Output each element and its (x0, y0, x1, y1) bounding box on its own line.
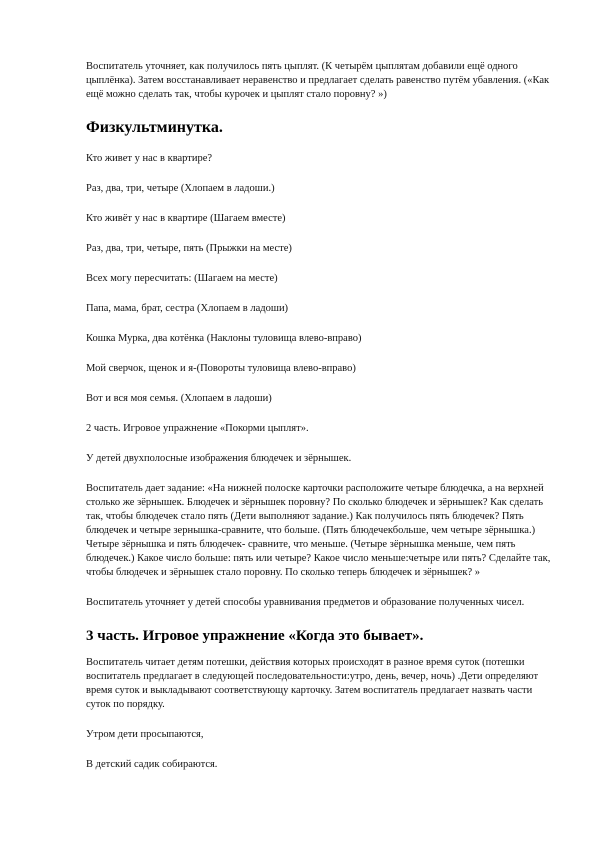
document-page (86, 60, 556, 772)
part2-summary-paragraph: Воспитатель уточняет у детей способы уравнивания предметов и образование полученных чисел. (86, 597, 525, 608)
poem-line: Кошка Мурка, два котёнка (Наклоны туловища влево-вправо) (86, 333, 362, 344)
part3-heading: 3 часть. Игровое упражнение «Когда это бывает». (86, 628, 424, 644)
poem-line: Папа, мама, брат, сестра (Хлопаем в ладоши) (86, 303, 289, 314)
poem-line: Мой сверчок, щенок и я-(Повороты туловища влево-вправо) (86, 363, 356, 374)
morning-line: Утром дети просыпаются, (86, 729, 204, 740)
part2-task-paragraph: Воспитатель дает задание: «На нижней полоске карточки расположите четыре блюдечка, а на верхней столько же зёрнышек. Блюдечек и зёрнышек поровну? По сколько блюдечек и зёрнышек? Как сделать так, чтобы блюдечек стало пять (Дети выполняют задание.) Как получилось пять блюдечек? Пять блюдечек и четыре зернышка-сравните, что больше. (Пять блюдечекбольше, чем четыре зёрнышка.) Четыре зёрнышка и пять блюдечек- сравните, что меньше. (Четыре зёрнышка меньше, чем пять блюдечек.) Какое число больше: пять или четыре? Какое число меньше:четыре или пять? Сделайте так, чтобы блюдечек и зёрнышек стало поровну. По сколько теперь блюдечек и зёрнышек? » (86, 483, 551, 578)
morning-line: В детский садик собираются. (86, 759, 218, 770)
intro-paragraph: Воспитатель уточняет, как получилось пять цыплят. (К четырём цыплятам добавили ещё одного цыплёнка). Затем восстанавливает неравенство и предлагает сделать равенство путём убавления. («Как ещё можно сделать так, чтобы курочек и цыплят стало поровну? ») (86, 61, 550, 100)
part3-paragraph: Воспитатель читает детям потешки, действия которых происходят в разное время суток (потешки воспитатель предлагает в следующей последовательности:утро, день, вечер, ночь) .Дети определяют время суток и выкладывают соответствующу карточку. Затем воспитатель предлагает назвать части суток по порядку. (86, 657, 539, 710)
poem-line: Всех могу пересчитать: (Шагаем на месте) (86, 273, 278, 284)
poem-line: Кто живет у нас в квартире? (86, 153, 213, 164)
poem-line: Вот и вся моя семья. (Хлопаем в ладоши) (86, 393, 272, 404)
poem-line: Раз, два, три, четыре (Хлопаем в ладоши.) (86, 183, 275, 194)
poem-line: Кто живёт у нас в квартире (Шагаем вместе) (86, 213, 286, 224)
poem-line: Раз, два, три, четыре, пять (Прыжки на месте) (86, 243, 292, 254)
fizkult-heading: Физкультминутка. (86, 119, 223, 136)
part2-title: 2 часть. Игровое упражнение «Покорми цыплят». (86, 423, 309, 434)
part2-children-paragraph: У детей двухполосные изображения блюдечек и зёрнышек. (86, 453, 352, 464)
